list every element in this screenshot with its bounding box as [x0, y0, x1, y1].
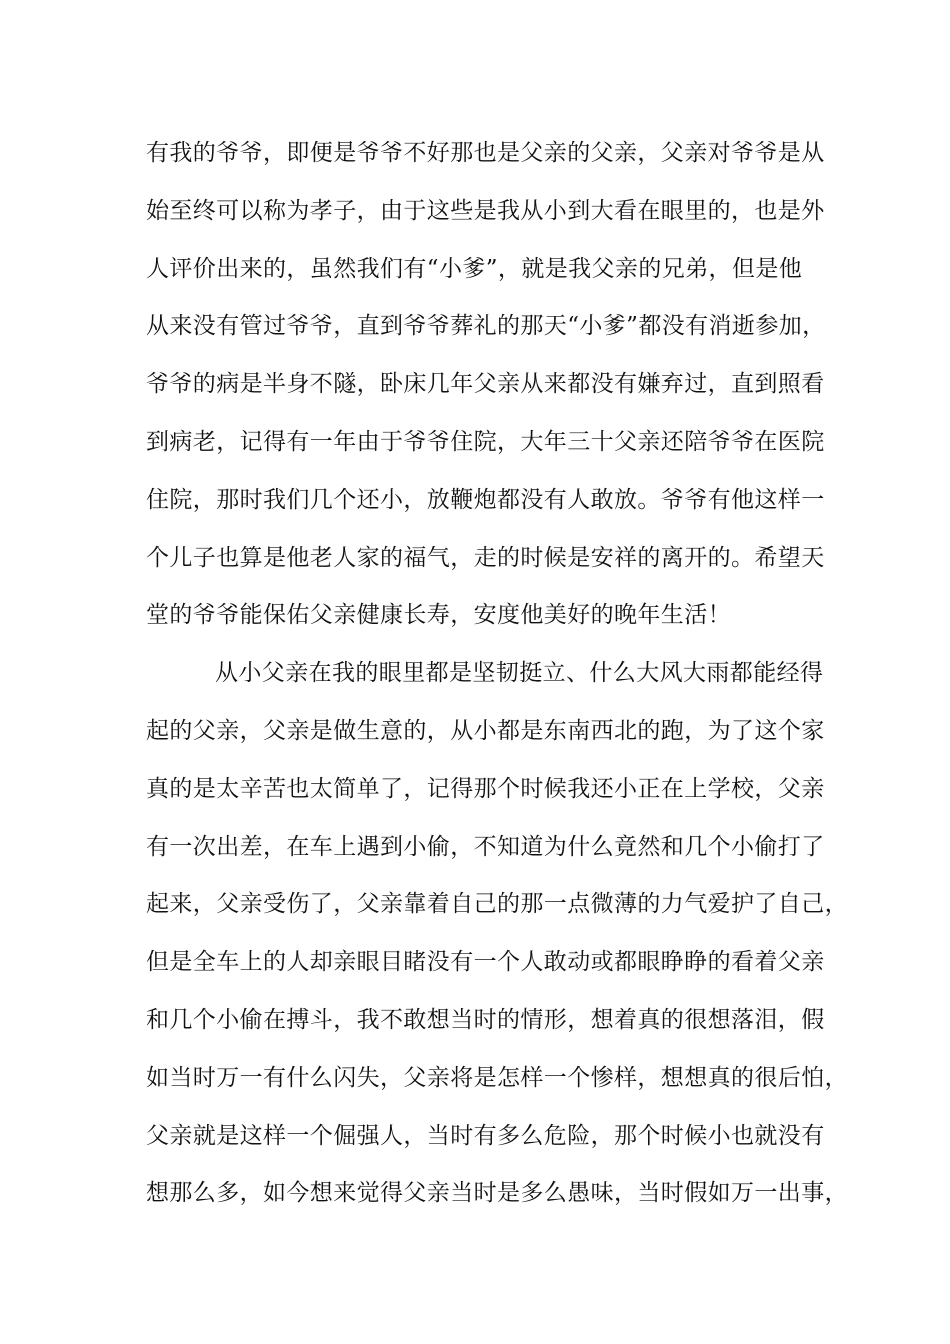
text-line: 真的是太辛苦也太简单了，记得那个时候我还小正在上学校，父亲 [146, 775, 825, 802]
text-line: 有我的爷爷，即便是爷爷不好那也是父亲的父亲，父亲对爷爷是从 [146, 140, 825, 166]
text-line: 如当时万一有什么闪失，父亲将是怎样一个惨样，想想真的很后怕， [146, 1064, 848, 1091]
text-line: 堂的爷爷能保佑父亲健康长寿，安度他美好的晚年生活！ [146, 602, 731, 629]
text-line: 起的父亲，父亲是做生意的，从小都是东南西北的跑，为了这个家 [146, 717, 825, 744]
text-line: 有一次出差，在车上遇到小偷，不知道为什么竟然和几个小偷打了 [146, 833, 825, 860]
body-text [146, 130, 848, 1228]
text-line: 从来没有管过爷爷，直到爷爷葬礼的那天“小爹”都没有消逝参加， [146, 313, 826, 340]
text-line: 始至终可以称为孝子，由于这些是我从小到大看在眼里的，也是外 [146, 197, 825, 224]
text-line: 住院，那时我们几个还小，放鞭炮都没有人敢放。爷爷有他这样一 [146, 486, 825, 513]
text-line: 和几个小偷在搏斗，我不敢想当时的情形，想着真的很想落泪，假 [146, 1006, 825, 1033]
text-line: 个儿子也算是他老人家的福气，走的时候是安祥的离开的。希望天 [146, 544, 825, 571]
text-line: 但是全车上的人却亲眼目睹没有一个人敢动或都眼睁睁的看着父亲 [146, 949, 825, 976]
text-line: 爷爷的病是半身不隧，卧床几年父亲从来都没有嫌弃过，直到照看 [146, 371, 825, 398]
text-line: 想那么多，如今想来觉得父亲当时是多么愚味，当时假如万一出事， [146, 1180, 848, 1207]
text-line: 到病老，记得有一年由于爷爷住院，大年三十父亲还陪爷爷在医院 [146, 428, 825, 455]
text-line: 起来，父亲受伤了，父亲靠着自己的那一点微薄的力气爱护了自己， [146, 891, 848, 918]
text-line: 父亲就是这样一个倔强人，当时有多么危险，那个时候小也就没有 [146, 1122, 825, 1149]
paragraph-start-line: 从小父亲在我的眼里都是坚韧挺立、什么大风大雨都能经得 [215, 660, 824, 687]
text-line: 人评价出来的，虽然我们有“小爹”，就是我父亲的兄弟，但是他 [146, 255, 803, 282]
